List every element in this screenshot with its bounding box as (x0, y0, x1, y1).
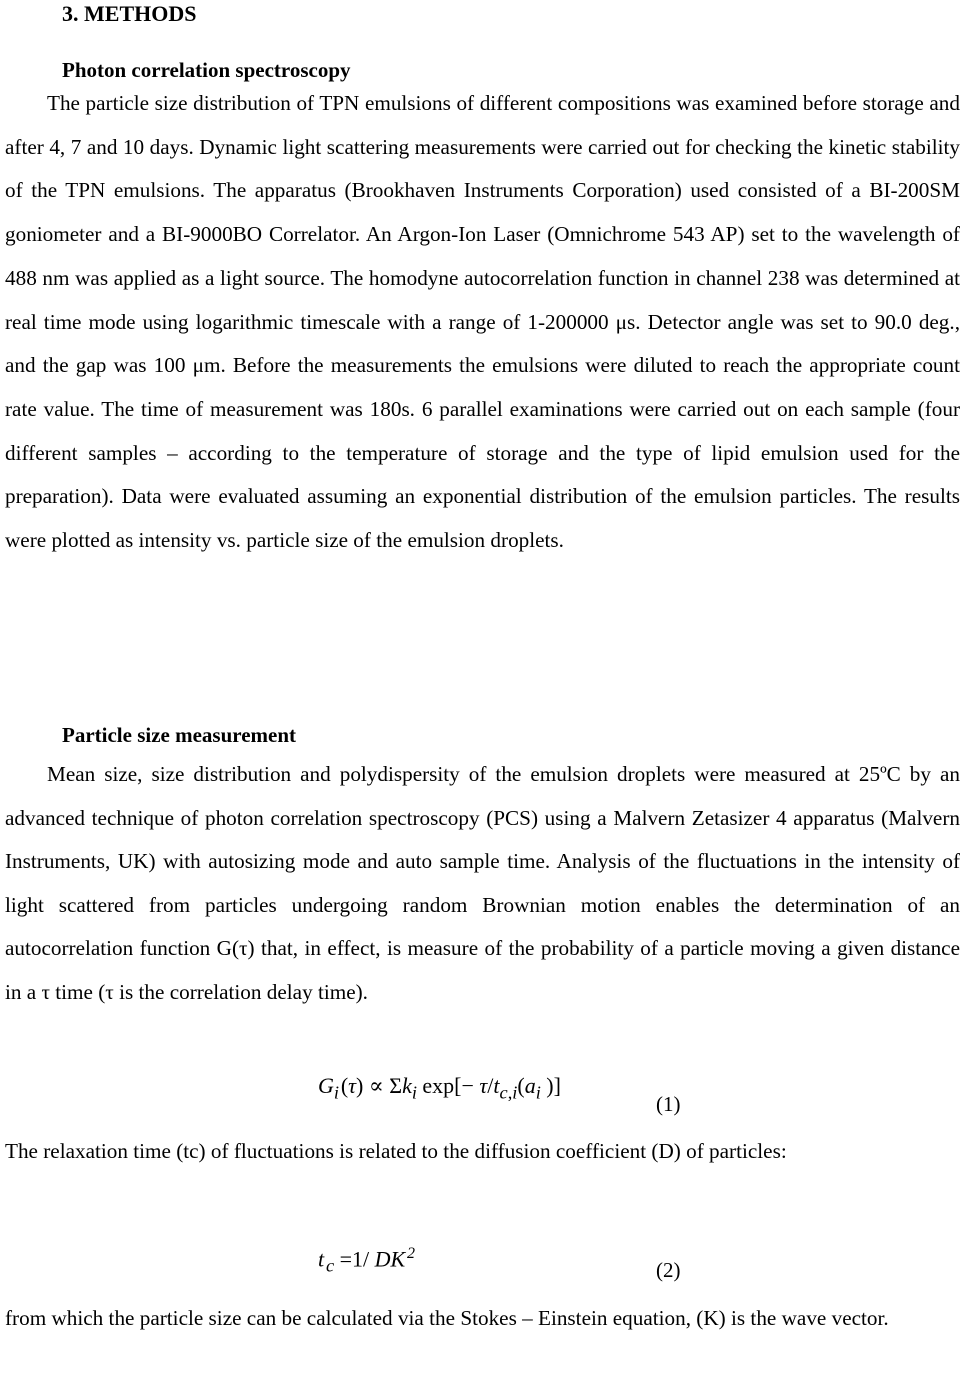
section-heading (62, 0, 196, 28)
equation-2-number: (2) (656, 1258, 681, 1282)
pcs-paragraph (5, 82, 960, 563)
relaxation-paragraph (5, 1130, 960, 1174)
psm-paragraph-text: Mean size, size distribution and polydispersity of the emulsion droplets were measured at 25ºC by an advanced technique of photon correlation spectroscopy (PCS) using a Malvern Zetasizer 4 apparatus (Malvern Instruments, UK) with autosizing mode and auto sample time. Analysis of the fluctuations in the intensity of light scattered from particles undergoing random Brownian motion enables the determination of an autocorrelation function G(τ) that, in effect, is measure of the probability of a particle moving a given distance in a τ time (τ is the correlation delay time). (5, 762, 960, 1004)
section-heading-text: 3. METHODS (62, 1, 197, 26)
psm-subheading (62, 721, 296, 749)
pcs-subheading (62, 56, 351, 84)
pcs-subheading-text: Photon correlation spectroscopy (62, 58, 351, 82)
relaxation-text: The relaxation time (tc) of fluctuations is related to the diffusion coefficient (D) of particles: (5, 1139, 787, 1163)
equation-2: t $_c$ =1/ DK $^2$ (318, 1245, 416, 1276)
equation-1-number: (1) (656, 1092, 681, 1116)
psm-subheading-text: Particle size measurement (62, 723, 297, 747)
closing-paragraph (5, 1297, 960, 1341)
equation-1: $G_i$ $(\tau) \propto \Sigma k_i$ $\exp[- \tau/t_{c,i}(a_i$ )] (318, 1073, 561, 1103)
pcs-paragraph-text: The particle size distribution of TPN emulsions of different compositions was examined before storage and after 4, 7 and 10 days. Dynamic light scattering measurements were carried out for checking the kinetic stability of the TPN emulsions. The apparatus (Brookhaven Instruments Corporation) used consisted of a BI-200SM goniometer and a BI-9000BO Correlator. An Argon-Ion Laser (Omnichrome 543 AP) set to the wavelength of 488 nm was applied as a light source. The homodyne autocorrelation function in channel 238 was determined at real time mode using logarithmic timescale with a range of 1-200000 μs. Detector angle was set to 90.0 deg., and the gap was 100 μm. Before the measurements the emulsions were diluted to reach the appropriate count rate value. The time of measurement was 180s. 6 parallel examinations were carried out on each sample (four different samples – according to the temperature of storage and the type of lipid emulsion used for the preparation). Data were evaluated assuming an exponential distribution of the emulsion particles. The results were plotted as intensity vs. particle size of the emulsion droplets. (5, 91, 960, 553)
closing-text: from which the particle size can be calculated via the Stokes – Einstein equation, (K) is the wave vector. (5, 1306, 889, 1330)
psm-paragraph (5, 753, 960, 1015)
